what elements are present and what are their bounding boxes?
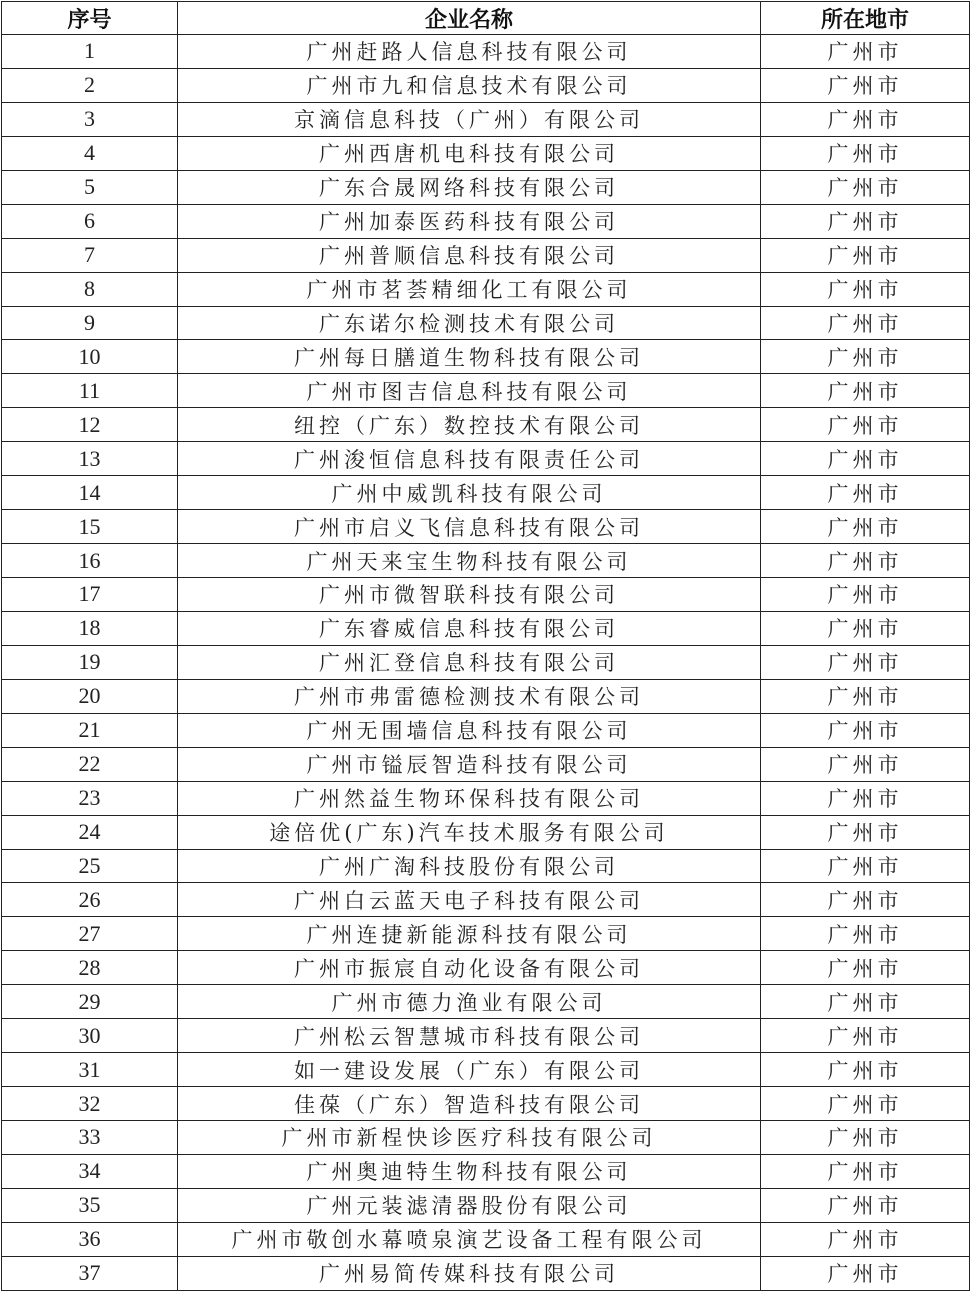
row-serial-number: 32 [2,1087,178,1121]
row-serial-number: 37 [2,1256,178,1290]
table-row [2,136,970,170]
row-company-name: 广州赶路人信息科技有限公司 [178,35,761,69]
table-row [2,68,970,102]
row-company-name: 途倍优(广东)汽车技术服务有限公司 [178,815,761,849]
row-serial-number: 14 [2,476,178,510]
table-row [2,1121,970,1155]
table-row [2,102,970,136]
row-company-name: 广州市图吉信息科技有限公司 [178,374,761,408]
row-serial-number: 1 [2,35,178,69]
table-row [2,815,970,849]
row-company-name: 如一建设发展（广东）有限公司 [178,1053,761,1087]
table-row [2,1087,970,1121]
table-row [2,883,970,917]
row-serial-number: 25 [2,849,178,883]
row-city: 广州市 [761,1154,970,1188]
table-row [2,1222,970,1256]
row-company-name: 广州然益生物环保科技有限公司 [178,781,761,815]
row-city: 广州市 [761,204,970,238]
table-row [2,374,970,408]
table-row [2,35,970,69]
row-serial-number: 10 [2,340,178,374]
row-city: 广州市 [761,408,970,442]
row-company-name: 广州元装滤清器股份有限公司 [178,1188,761,1222]
row-serial-number: 27 [2,917,178,951]
row-serial-number: 7 [2,238,178,272]
row-serial-number: 3 [2,102,178,136]
row-company-name: 广东睿威信息科技有限公司 [178,611,761,645]
row-city: 广州市 [761,510,970,544]
table-row [2,1019,970,1053]
row-serial-number: 35 [2,1188,178,1222]
table-body [2,35,970,1291]
row-company-name: 广州中威凯科技有限公司 [178,476,761,510]
row-company-name: 京滴信息科技（广州）有限公司 [178,102,761,136]
table-row [2,408,970,442]
row-company-name: 广州无围墙信息科技有限公司 [178,713,761,747]
row-company-name: 广州市新桯快诊医疗科技有限公司 [178,1121,761,1155]
row-company-name: 广州白云蓝天电子科技有限公司 [178,883,761,917]
table-row [2,1188,970,1222]
row-city: 广州市 [761,713,970,747]
table-row [2,917,970,951]
row-company-name: 广州市微智联科技有限公司 [178,578,761,612]
row-serial-number: 8 [2,272,178,306]
row-company-name: 广州市德力渔业有限公司 [178,985,761,1019]
row-serial-number: 24 [2,815,178,849]
row-serial-number: 17 [2,578,178,612]
row-company-name: 广州市茗荟精细化工有限公司 [178,272,761,306]
row-company-name: 广州广淘科技股份有限公司 [178,849,761,883]
row-city: 广州市 [761,544,970,578]
row-serial-number: 29 [2,985,178,1019]
row-company-name: 广州市启义飞信息科技有限公司 [178,510,761,544]
row-city: 广州市 [761,1019,970,1053]
row-company-name: 广州连捷新能源科技有限公司 [178,917,761,951]
row-city: 广州市 [761,35,970,69]
row-serial-number: 21 [2,713,178,747]
table-row [2,510,970,544]
row-company-name: 广州西唐机电科技有限公司 [178,136,761,170]
table-row [2,611,970,645]
row-city: 广州市 [761,1256,970,1290]
table-row [2,1256,970,1290]
row-company-name: 广州市九和信息技术有限公司 [178,68,761,102]
table-row [2,849,970,883]
table-row [2,747,970,781]
row-serial-number: 33 [2,1121,178,1155]
row-city: 广州市 [761,578,970,612]
row-serial-number: 15 [2,510,178,544]
row-city: 广州市 [761,102,970,136]
row-city: 广州市 [761,340,970,374]
row-company-name: 广州市振宸自动化设备有限公司 [178,951,761,985]
table-row [2,306,970,340]
row-company-name: 广州每日膳道生物科技有限公司 [178,340,761,374]
row-company-name: 广州市弗雷德检测技术有限公司 [178,679,761,713]
table-row [2,679,970,713]
row-city: 广州市 [761,1087,970,1121]
table-row [2,476,970,510]
row-company-name: 广州易简传媒科技有限公司 [178,1256,761,1290]
row-serial-number: 19 [2,645,178,679]
row-company-name: 佳葆（广东）智造科技有限公司 [178,1087,761,1121]
row-city: 广州市 [761,611,970,645]
row-company-name: 广州普顺信息科技有限公司 [178,238,761,272]
table-row [2,272,970,306]
row-company-name: 广州松云智慧城市科技有限公司 [178,1019,761,1053]
row-city: 广州市 [761,883,970,917]
row-city: 广州市 [761,1222,970,1256]
row-company-name: 广州市敬创水幕喷泉演艺设备工程有限公司 [178,1222,761,1256]
row-serial-number: 5 [2,170,178,204]
table-row [2,1053,970,1087]
company-table [1,1,970,1291]
row-serial-number: 11 [2,374,178,408]
row-city: 广州市 [761,306,970,340]
table-row [2,985,970,1019]
table-row [2,951,970,985]
table-row [2,645,970,679]
row-city: 广州市 [761,645,970,679]
table-header-row [2,2,970,35]
table-row [2,204,970,238]
row-company-name: 广州浚恒信息科技有限责任公司 [178,442,761,476]
row-serial-number: 36 [2,1222,178,1256]
row-company-name: 广州加泰医药科技有限公司 [178,204,761,238]
row-city: 广州市 [761,136,970,170]
table-row [2,578,970,612]
row-serial-number: 22 [2,747,178,781]
row-city: 广州市 [761,781,970,815]
row-city: 广州市 [761,951,970,985]
row-city: 广州市 [761,476,970,510]
row-city: 广州市 [761,1188,970,1222]
row-serial-number: 34 [2,1154,178,1188]
table-row [2,170,970,204]
table-row [2,781,970,815]
row-city: 广州市 [761,272,970,306]
row-city: 广州市 [761,747,970,781]
row-company-name: 广州市镒辰智造科技有限公司 [178,747,761,781]
table-row [2,1154,970,1188]
row-serial-number: 23 [2,781,178,815]
table-row [2,340,970,374]
table-row [2,713,970,747]
row-company-name: 纽控（广东）数控技术有限公司 [178,408,761,442]
row-city: 广州市 [761,374,970,408]
row-company-name: 广东合晟网络科技有限公司 [178,170,761,204]
row-serial-number: 28 [2,951,178,985]
row-serial-number: 31 [2,1053,178,1087]
row-company-name: 广州奥迪特生物科技有限公司 [178,1154,761,1188]
row-city: 广州市 [761,442,970,476]
row-serial-number: 20 [2,679,178,713]
row-serial-number: 18 [2,611,178,645]
table-row [2,544,970,578]
table-row [2,442,970,476]
row-serial-number: 13 [2,442,178,476]
row-city: 广州市 [761,1121,970,1155]
row-city: 广州市 [761,238,970,272]
row-city: 广州市 [761,917,970,951]
header-company-name: 企业名称 [178,2,761,35]
row-serial-number: 6 [2,204,178,238]
row-city: 广州市 [761,849,970,883]
row-city: 广州市 [761,1053,970,1087]
row-serial-number: 4 [2,136,178,170]
table-row [2,238,970,272]
row-company-name: 广州汇登信息科技有限公司 [178,645,761,679]
row-serial-number: 30 [2,1019,178,1053]
row-company-name: 广州天来宝生物科技有限公司 [178,544,761,578]
row-city: 广州市 [761,815,970,849]
row-serial-number: 9 [2,306,178,340]
row-city: 广州市 [761,679,970,713]
row-serial-number: 16 [2,544,178,578]
row-city: 广州市 [761,985,970,1019]
row-serial-number: 26 [2,883,178,917]
header-serial-number: 序号 [2,2,178,35]
row-company-name: 广东诺尔检测技术有限公司 [178,306,761,340]
row-city: 广州市 [761,170,970,204]
header-city: 所在地市 [761,2,970,35]
row-city: 广州市 [761,68,970,102]
row-serial-number: 2 [2,68,178,102]
row-serial-number: 12 [2,408,178,442]
